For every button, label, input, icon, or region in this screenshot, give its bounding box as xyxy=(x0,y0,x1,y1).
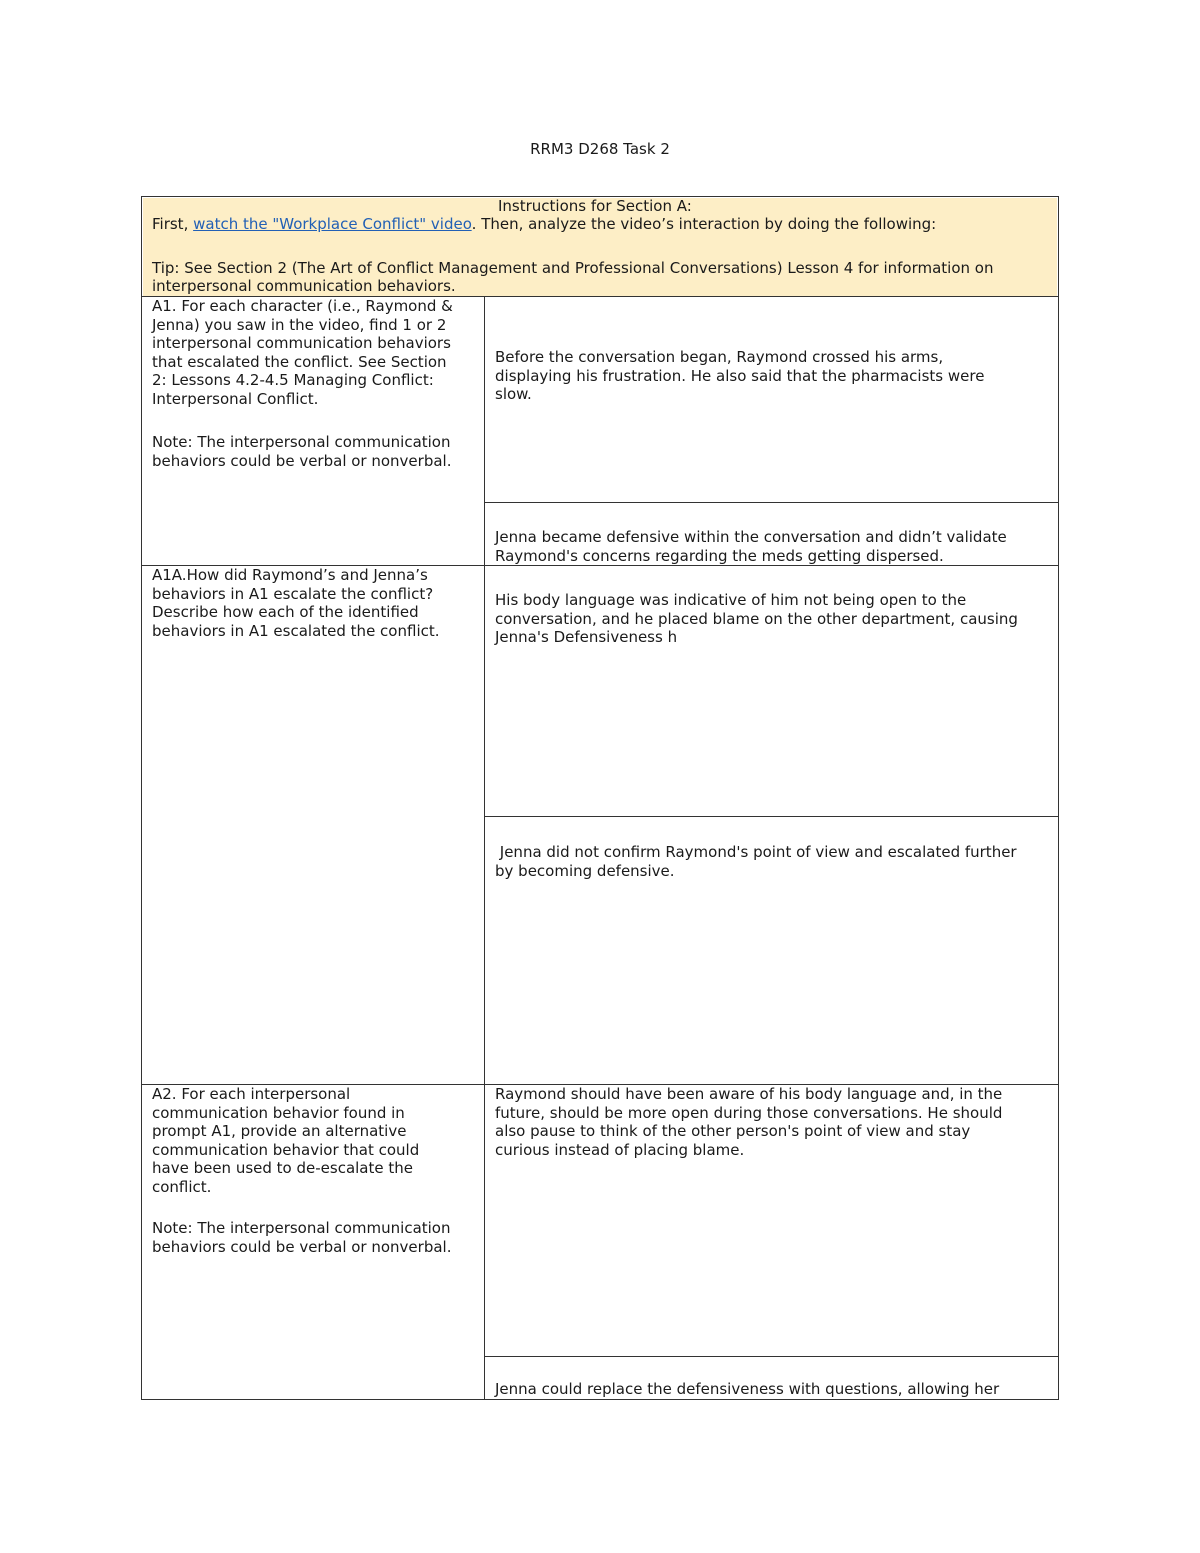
text-line: A2. For each interpersonal xyxy=(152,1085,351,1103)
text-line: Note: The interpersonal communication xyxy=(152,433,451,451)
text-line: communication behavior that could xyxy=(152,1140,420,1159)
text-line: curious instead of placing blame. xyxy=(495,1140,745,1159)
text-line: A1. For each character (i.e., Raymond & xyxy=(152,297,453,315)
text-line: Interpersonal Conflict. xyxy=(152,389,319,408)
text-line: A1A.How did Raymond’s and Jenna’s xyxy=(152,566,428,584)
text-line: behaviors in A1 escalated the conflict. xyxy=(152,621,440,640)
text-line: Describe how each of the identified xyxy=(152,603,419,621)
text-line: behaviors could be verbal or nonverbal. xyxy=(152,1237,452,1256)
text-line: Jenna's Defensiveness h xyxy=(495,628,678,646)
response-divider xyxy=(484,1356,1059,1357)
text-line: have been used to de-escalate the xyxy=(152,1159,413,1177)
text-line: conflict. xyxy=(152,1177,212,1196)
column-divider xyxy=(484,296,485,1400)
instructions-line xyxy=(152,215,936,234)
text-line: Before the conversation began, Raymond crossed his arms, xyxy=(495,348,944,366)
text-line: 2: Lessons 4.2-4.5 Managing Conflict: xyxy=(152,371,434,389)
prompt-a2 xyxy=(152,1085,419,1196)
text-line: interpersonal communication behaviors xyxy=(152,334,451,352)
text-line: His body language was indicative of him not being open to the xyxy=(495,591,967,609)
response-a1-jenna xyxy=(495,528,1007,565)
response-a1a-jenna xyxy=(495,843,1017,880)
text-line: prompt A1, provide an alternative xyxy=(152,1122,407,1140)
text-line: Jenna became defensive within the conversation and didn’t validate xyxy=(495,528,1007,546)
text-line: also pause to think of the other person's point of view and stay xyxy=(495,1122,971,1140)
response-a1a-raymond xyxy=(495,591,1018,647)
response-divider xyxy=(484,816,1059,817)
text-line: behaviors in A1 escalate the conflict? xyxy=(152,584,434,603)
instructions-tip-line: interpersonal communication behaviors. xyxy=(152,277,456,295)
response-a2-raymond xyxy=(495,1085,1002,1159)
text-line: displaying his frustration. He also said that the pharmacists were xyxy=(495,366,985,385)
text-line: behaviors could be verbal or nonverbal. xyxy=(152,451,452,470)
note-a1 xyxy=(152,433,451,470)
instructions-suffix: . Then, analyze the video’s interaction by doing the following: xyxy=(471,215,937,233)
text-line: Jenna) you saw in the video, find 1 or 2 xyxy=(152,315,447,334)
text-line: that escalated the conflict. See Section xyxy=(152,352,447,371)
instructions-heading: Instructions for Section A: xyxy=(498,197,692,215)
text-line: future, should be more open during those conversations. He should xyxy=(495,1103,1003,1122)
text-line: slow. xyxy=(495,385,532,403)
text-line: conversation, and he placed blame on the other department, causing xyxy=(495,609,1018,628)
response-a1-raymond xyxy=(495,348,984,404)
prompt-a1a xyxy=(152,566,440,640)
text-line: Raymond should have been aware of his body language and, in the xyxy=(495,1085,1003,1103)
text-line: Raymond's concerns regarding the meds getting dispersed. xyxy=(495,546,944,565)
response-a2-jenna xyxy=(495,1380,999,1399)
text-line: Jenna did not confirm Raymond's point of view and escalated further xyxy=(495,843,1017,861)
text-line: by becoming defensive. xyxy=(495,861,675,880)
page-title: RRM3 D268 Task 2 xyxy=(530,140,670,158)
note-a2 xyxy=(152,1219,451,1256)
response-divider xyxy=(484,502,1059,503)
text-line: communication behavior found in xyxy=(152,1103,405,1122)
workplace-conflict-video-link[interactable]: watch the "Workplace Conflict" video xyxy=(193,215,472,233)
text-line: Note: The interpersonal communication xyxy=(152,1219,451,1237)
instructions-prefix: First, xyxy=(152,215,194,233)
text-line: Jenna could replace the defensiveness with questions, allowing her xyxy=(495,1380,1000,1398)
instructions-tip-line: Tip: See Section 2 (The Art of Conflict Management and Professional Conversations) Lesson 4 for information on xyxy=(152,259,994,277)
prompt-a1 xyxy=(152,297,453,408)
